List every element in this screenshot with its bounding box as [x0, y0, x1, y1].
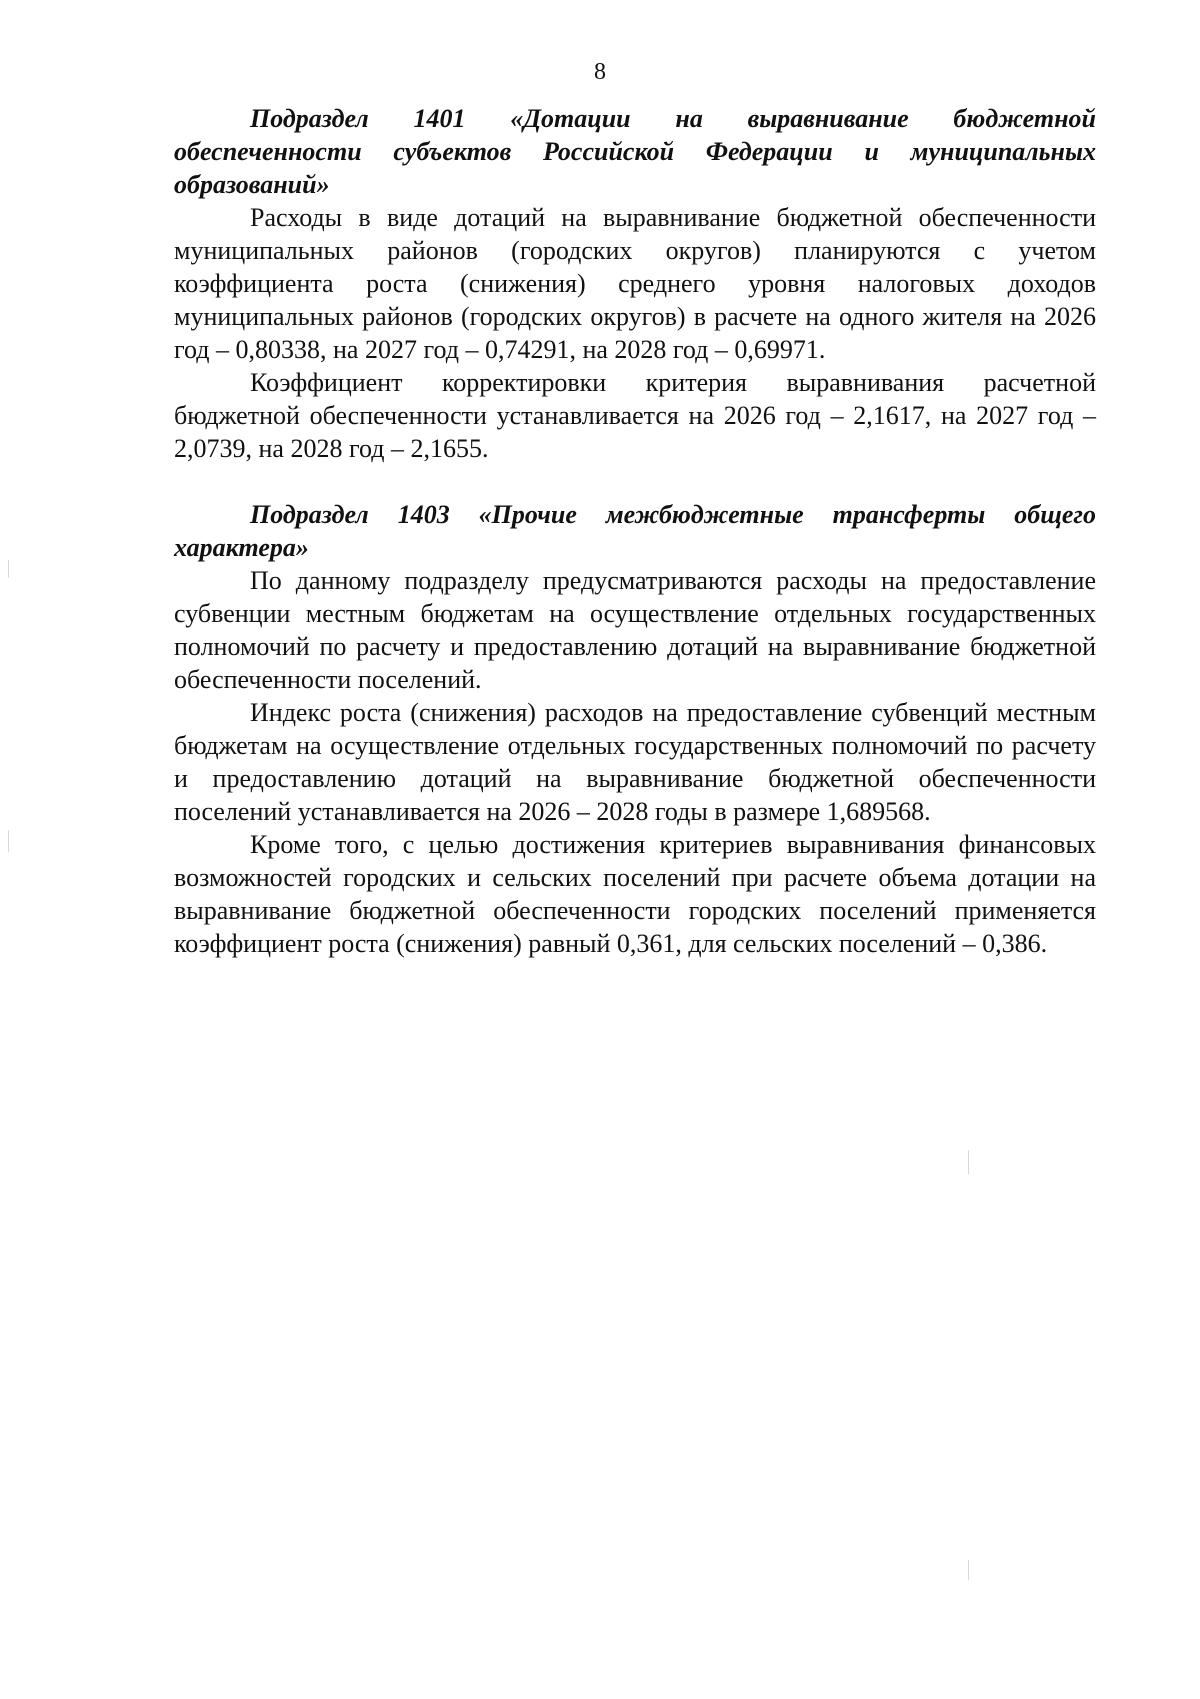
section-heading-text: Подраздел 1401 «Дотации на выравнивание бюджетной обеспеченности субъектов Российской Федерации и муниципальных образований»	[174, 104, 1096, 199]
paragraph: Кроме того, с целью достижения критериев выравнивания финансовых возможностей городских и сельских поселений при расчете объема дотации на выравнивание бюджетной обеспеченности городских поселений применяется коэффициент роста (снижения) равный 0,361, для сельских поселений – 0,386.	[174, 830, 1096, 958]
scan-artifact-right	[968, 1150, 969, 1174]
paragraph: Расходы в виде дотаций на выравнивание бюджетной обеспеченности муниципальных районов (городских округов) планируются с учетом коэффициента роста (снижения) среднего уровня налоговых доходов муниципальных районов (городских округов) в расчете на одного жителя на 2026 год – 0,80338, на 2027 год – 0,74291, на 2028 год – 0,69971.	[174, 203, 1096, 364]
section-1403	[174, 498, 1096, 960]
paragraph: По данному подразделу предусматриваются расходы на предоставление субвенции местным бюджетам на осуществление отдельных государственных полномочий по расчету и предоставлению дотаций на выравнивание бюджетной обеспеченности поселений.	[174, 566, 1096, 694]
section-heading-text: Подраздел 1403 «Прочие межбюджетные трансферты общего характера»	[174, 500, 1096, 562]
scan-artifact-left	[8, 830, 9, 852]
paragraph: Коэффициент корректировки критерия выравнивания расчетной бюджетной обеспеченности устанавливается на 2026 год – 2,1617, на 2027 год – 2,0739, на 2028 год – 2,1655.	[174, 368, 1096, 463]
page-number: 8	[594, 59, 606, 85]
scan-artifact-left	[8, 560, 9, 578]
section-1401	[174, 102, 1096, 465]
section-spacer	[174, 465, 1096, 498]
document-body	[174, 102, 1096, 960]
section-heading	[174, 102, 1096, 201]
paragraph: Индекс роста (снижения) расходов на предоставление субвенций местным бюджетам на осуществление отдельных государственных полномочий по расчету и предоставлению дотаций на выравнивание бюджетной обеспеченности поселений устанавливается на 2026 – 2028 годы в размере 1,689568.	[174, 698, 1096, 826]
section-heading	[174, 498, 1096, 564]
scan-artifact-right	[968, 1560, 969, 1580]
